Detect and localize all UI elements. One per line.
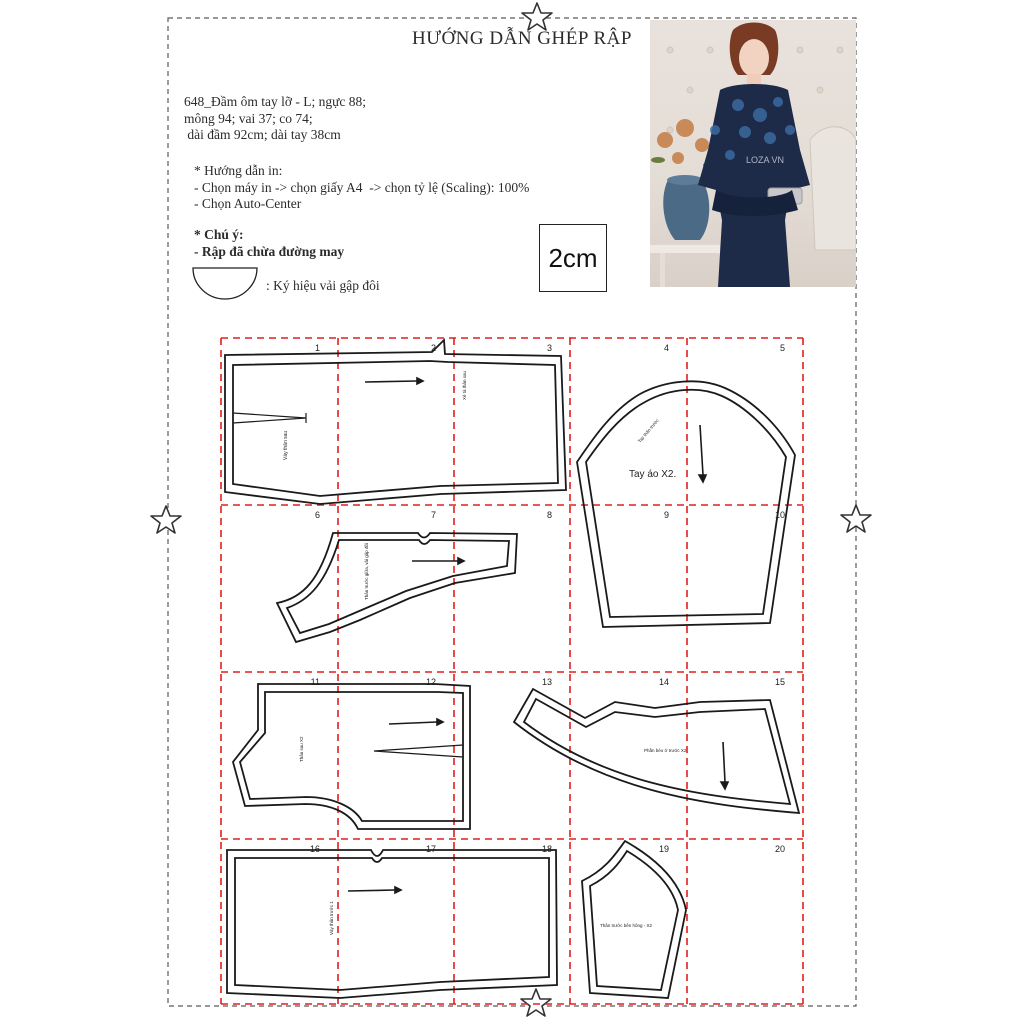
piece-label-back-skirt: Váy thân sau xyxy=(283,430,289,460)
page-number-12: 12 xyxy=(425,677,436,687)
grain-arrow xyxy=(365,378,423,384)
page-number-10: 10 xyxy=(774,510,785,520)
page-number-16: 16 xyxy=(309,844,320,854)
page-number-2: 2 xyxy=(430,343,436,353)
piece-label-peplum: Phần bèo ở trước X2 xyxy=(644,748,687,753)
print-guide-step: - Chọn máy in -> chọn giấy A4 -> chọn tỷ lệ (Scaling): 100% xyxy=(194,179,530,195)
page-number-15: 15 xyxy=(774,677,785,687)
page-number-7: 7 xyxy=(430,510,436,520)
piece-label-sleeve-side: Tay thân trước xyxy=(636,418,660,444)
piece-label-fold-note: Xẻ tà thân sau xyxy=(462,370,467,400)
page-number-18: 18 xyxy=(541,844,552,854)
pattern-spec xyxy=(184,94,366,144)
print-instructions xyxy=(194,163,529,213)
print-guide-heading: * Hướng dẫn in: xyxy=(194,163,283,178)
star-icon-top xyxy=(522,3,552,30)
product-photo xyxy=(650,20,856,287)
page-number-14: 14 xyxy=(658,677,669,687)
page-number-1: 1 xyxy=(314,343,320,353)
piece-front-bodice xyxy=(277,533,517,642)
spec-line: dài đầm 92cm; dài tay 38cm xyxy=(184,127,341,142)
grain-arrow xyxy=(389,719,443,725)
page-number-11: 11 xyxy=(310,677,320,687)
piece-front-side xyxy=(582,841,686,998)
piece-back-skirt xyxy=(225,340,566,504)
page-number-17: 17 xyxy=(425,844,436,854)
grain-arrow xyxy=(412,558,464,564)
dart-back-skirt xyxy=(233,413,306,423)
star-icon-bottom xyxy=(521,989,551,1016)
print-guide-step: - Chọn Auto-Center xyxy=(194,196,302,211)
piece-back-body xyxy=(233,684,470,829)
page-number-8: 8 xyxy=(546,510,552,520)
page-number-20: 20 xyxy=(774,844,785,854)
spec-line: mông 94; vai 37; co 74; xyxy=(184,110,313,126)
page-title: HƯỚNG DẪN GHÉP RẬP xyxy=(412,28,632,49)
note-heading: * Chú ý: xyxy=(194,227,244,242)
piece-label-front-bodice: Thân trước giữa, vải gập đôi xyxy=(364,542,369,600)
piece-label-front-side: Thân trước bên hông - X2 xyxy=(600,923,652,928)
photo-watermark: LOZA VN xyxy=(746,155,785,165)
fold-symbol-label: : Ký hiệu vải gập đôi xyxy=(266,278,380,293)
star-icon-left xyxy=(151,506,181,533)
page-number-3: 3 xyxy=(546,343,552,353)
page-number-9: 9 xyxy=(663,510,669,520)
page-number-6: 6 xyxy=(314,510,320,520)
grain-arrow xyxy=(721,742,728,789)
spec-line: 648_Đầm ôm tay lỡ - L; ngực 88; xyxy=(184,94,367,109)
page-number-19: 19 xyxy=(658,844,669,854)
scale-reference-box: 2cm xyxy=(539,224,607,292)
page-number-13: 13 xyxy=(541,677,552,687)
print-grid xyxy=(221,338,803,1004)
piece-sleeve xyxy=(577,381,795,627)
page-number-5: 5 xyxy=(779,343,785,353)
piece-label-back-body: Thân sau X2 xyxy=(299,736,304,762)
note-text: - Rập đã chừa đường may xyxy=(194,243,345,259)
grain-arrow xyxy=(699,425,706,482)
piece-label-sleeve: Tay áo X2. xyxy=(629,469,677,480)
dart-back-body xyxy=(374,745,463,757)
note-block xyxy=(194,227,344,260)
grain-arrow xyxy=(348,887,401,893)
page-numbers xyxy=(310,343,785,854)
piece-front-skirt xyxy=(227,850,557,998)
page-number-4: 4 xyxy=(663,343,669,353)
fold-symbol-icon xyxy=(193,268,257,299)
piece-label-front-skirt: Váy thân trước 1 xyxy=(329,901,334,935)
